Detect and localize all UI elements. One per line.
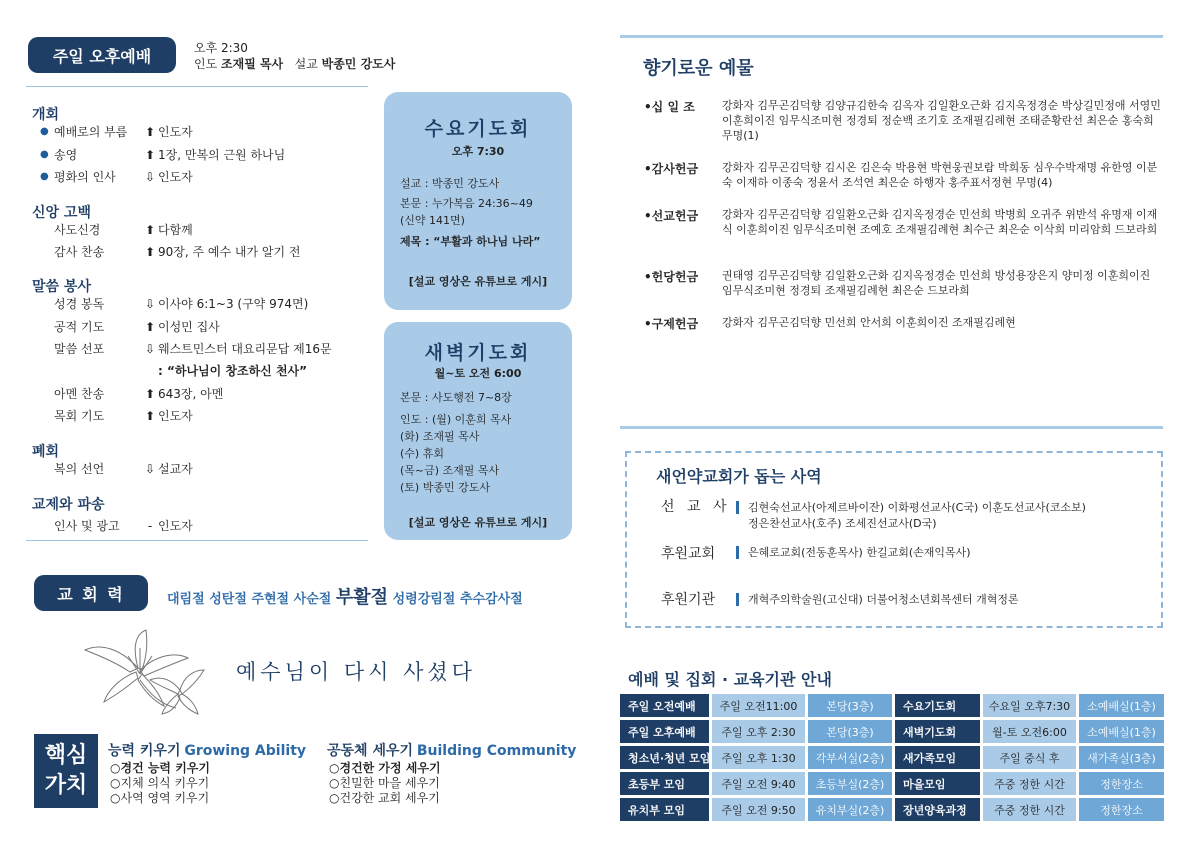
order-text: 이사야 6:1~3 (구약 974면): [158, 297, 309, 311]
card-time: 월~토 오전 6:00: [434, 367, 522, 380]
posture-icon: ⇩: [144, 341, 156, 356]
schedule-cell: 정한장소: [1079, 798, 1164, 821]
order-text: 웨스트민스터 대요리문답 제16문: [158, 342, 332, 356]
offering-names: 강화자 김무곤김덕향 김일환오근화 김지옥정경순 민선희 박병희 오귀주 위반석 유명재 이재식 이훈희이진 임무식조미현 조예호 조재필김례현 최수근 최은순 이삭희 미리암희 드보라희: [722, 208, 1158, 236]
posture-icon: ⬆: [144, 244, 156, 259]
schedule-title: 예배 및 집회 · 교육기관 안내: [628, 670, 832, 689]
community-heading-en: Building Community: [416, 743, 577, 759]
card-line: 인도 : (월) 이훈희 목사: [400, 413, 512, 426]
card-line: (신약 141면): [400, 214, 465, 227]
ability-heading: [108, 740, 306, 760]
community-heading: [327, 740, 576, 760]
schedule-cell: 주일 오후 2:30: [712, 720, 805, 743]
sermon-title: : “하나님이 창조하신 천사”: [158, 364, 308, 378]
card-note: [설교 영상은 유튜브로 게시]: [408, 516, 548, 529]
schedule-cell: 수요기도회: [895, 694, 980, 717]
schedule-cell: 청소년·청년 모임: [620, 746, 709, 769]
card-time: 오후 7:30: [451, 145, 505, 158]
season-epiphany: 주현절: [251, 592, 290, 607]
support-label-churches: 후원교회: [661, 546, 716, 562]
offering-title: 향기로운 예물: [643, 58, 754, 79]
card-line: 본문 : 사도행전 7~8장: [400, 391, 512, 404]
leader-name: 조재필 목사: [221, 57, 284, 71]
preacher-label: 설교: [294, 57, 318, 71]
offering-names: 권태영 김무곤김덕향 김일환오근화 김지옥정경순 민선희 방성용장은지 양미정 이훈희이진 임무식조미현 정경퇴 조재필김례현 최은순 드보라희: [722, 269, 1151, 297]
ability-heading-ko: 능력 키우기: [108, 743, 181, 759]
order-label: 송영: [54, 148, 78, 162]
support-title: 새언약교회가 돕는 사역: [656, 467, 822, 486]
support-bar: [736, 546, 739, 559]
offering-names: 강화자 김무곤김덕향 김시온 김은숙 박용현 박현웅권보람 박희동 심우수박재명 유한영 이분숙 이재하 이종숙 정윤서 조석연 최은순 하행자 홍주표서정현 무명(4): [722, 161, 1158, 189]
card-note: [설교 영상은 유튜브로 게시]: [408, 275, 548, 288]
section-heading-word: 말씀 봉사: [32, 279, 91, 295]
order-text: 이성민 집사: [158, 320, 220, 334]
schedule-cell: 마을모임: [895, 772, 980, 795]
order-label: 말씀 선포: [54, 342, 105, 356]
order-row: [40, 123, 193, 140]
order-label: 목회 기도: [54, 409, 105, 423]
season-christmas: 성탄절: [209, 592, 247, 607]
support-bar: [736, 593, 739, 606]
ability-heading-en: Growing Ability: [184, 743, 307, 759]
posture-icon: ⬆: [144, 386, 156, 401]
section-heading-closing: 폐회: [32, 444, 60, 460]
schedule-cell: 월-토 오전6:00: [983, 720, 1076, 743]
order-row: [40, 362, 307, 379]
liturgical-seasons: [167, 583, 523, 609]
season-advent: 대림절: [167, 592, 205, 607]
season-thanksgiving: 추수감사절: [459, 592, 523, 607]
schedule-cell: 초등부 모임: [620, 772, 709, 795]
section-heading-opening: 개회: [32, 107, 60, 123]
posture-icon: ⬆: [144, 147, 156, 162]
season-easter-current: 부활절: [335, 587, 389, 608]
offering-top-rule: [620, 35, 1163, 38]
schedule-cell: 새가족모임: [895, 746, 980, 769]
section-heading-fellowship: 교제와 파송: [32, 497, 105, 513]
divider: [26, 86, 368, 87]
schedule-cell: 유치부실(2층): [808, 798, 892, 821]
support-text: 은혜로교회(전동훈목사) 한길교회(손재익목사): [748, 546, 971, 559]
bullet-icon: ●: [40, 126, 49, 137]
preacher-name: 박종민 강도사: [321, 57, 396, 71]
posture-icon: ⬆: [144, 124, 156, 139]
support-text: 김현숙선교사(아제르바이잔) 이화평선교사(C국) 이훈도선교사(코소보): [748, 501, 1086, 514]
support-text: 정은찬선교사(호주) 조세진선교사(D국): [748, 517, 937, 530]
value-item: ○경건한 가정 세우기: [329, 761, 441, 775]
card-line: (화) 조재필 목사: [400, 430, 480, 443]
order-label: 복의 선언: [54, 462, 105, 476]
order-row: [40, 385, 223, 402]
order-row: [40, 460, 193, 477]
posture-icon: ⬆: [144, 222, 156, 237]
card-title: 새벽기도회: [424, 342, 532, 364]
afternoon-service-ministers: [194, 55, 395, 72]
order-text: 인도자: [158, 409, 193, 423]
order-label: 감사 찬송: [54, 245, 105, 259]
value-item: ○사역 영역 키우기: [110, 791, 210, 805]
card-line: 본문 : 누가복음 24:36~49: [400, 197, 533, 210]
offering-label-building: •헌당헌금: [644, 270, 699, 284]
easter-slogan: 예수님이 다시 사셨다: [236, 660, 476, 684]
order-label: 인사 및 광고: [54, 519, 120, 533]
value-item: ○건강한 교회 세우기: [329, 791, 440, 805]
schedule-cell: 새벽기도회: [895, 720, 980, 743]
order-row: [40, 243, 301, 260]
card-line: (수) 휴회: [400, 447, 444, 460]
order-label: 공적 기도: [54, 320, 105, 334]
schedule-cell: 본당(3층): [808, 720, 892, 743]
schedule-cell: 수요일 오후7:30: [983, 694, 1076, 717]
offering-names: 강화자 김무곤김덕향 민선희 안서희 이훈희이진 조재필김례현: [722, 316, 1016, 329]
order-label: 아멘 찬송: [54, 387, 105, 401]
card-line: 제목 : “부활과 하나님 나라”: [400, 235, 541, 248]
community-heading-ko: 공동체 세우기: [327, 743, 414, 759]
order-text: 설교자: [158, 462, 193, 476]
schedule-cell: 장년양육과정: [895, 798, 980, 821]
order-text: 643장, 아멘: [158, 387, 224, 401]
order-row: [40, 168, 193, 185]
order-label: 평화의 인사: [54, 170, 116, 184]
posture-icon: ⬆: [144, 319, 156, 334]
schedule-cell: 주중 정한 시간: [983, 772, 1076, 795]
value-item: ○경건 능력 키우기: [110, 761, 210, 775]
posture-icon: ⇩: [144, 461, 156, 476]
order-text: 90장, 주 예수 내가 알기 전: [158, 245, 301, 259]
schedule-cell: 주일 오후 1:30: [712, 746, 805, 769]
schedule-cell: 새가족실(3층): [1079, 746, 1164, 769]
schedule-cell: 주일 오전예배: [620, 694, 709, 717]
posture-icon: ⬆: [144, 408, 156, 423]
order-label: 사도신경: [54, 223, 101, 237]
bullet-icon: ●: [40, 149, 49, 160]
support-text: 개혁주의학술원(고신대) 더불어청소년회복센터 개혁정론: [748, 593, 1019, 606]
lily-flower-icon: [80, 628, 220, 716]
wednesday-prayer-card: [384, 92, 572, 310]
order-text: 다함께: [158, 223, 193, 237]
divider: [26, 540, 368, 541]
order-text: 1장, 만복의 근원 하나님: [158, 148, 286, 162]
offering-label-thanks: •감사헌금: [644, 162, 699, 176]
posture-icon: ⇩: [144, 296, 156, 311]
order-label: 예배로의 부름: [54, 125, 128, 139]
schedule-cell: 소예배실(1층): [1079, 694, 1164, 717]
order-row: [40, 221, 193, 238]
support-label-institutions: 후원기관: [661, 592, 716, 608]
card-line: (목~금) 조재필 목사: [400, 464, 500, 477]
order-text: 인도자: [158, 170, 193, 184]
afternoon-service-time: 오후 2:30: [194, 41, 248, 55]
leader-label: 인도: [194, 57, 218, 71]
schedule-cell: 주중 정한 시간: [983, 798, 1076, 821]
order-row: [40, 517, 193, 534]
schedule-cell: 각부서실(2층): [808, 746, 892, 769]
church-calendar-badge: 교 회 력: [34, 575, 148, 611]
core-values-title-top: 핵심: [44, 743, 88, 768]
schedule-cell: 주일 중식 후: [983, 746, 1076, 769]
order-text: 인도자: [158, 125, 193, 139]
schedule-cell: 유치부 모임: [620, 798, 709, 821]
order-row: [40, 407, 193, 424]
order-label: 성경 봉독: [54, 297, 105, 311]
offering-names: 강화자 김무곤김덕향 김양규김한숙 김옥자 김일환오근화 김지옥정경순 박상길민정애 서영민 이훈희이진 임무식조미현 정경퇴 정순백 조기호 조재필김례현 조태준황란선 최은순 홍숙희 무명(1): [722, 99, 1161, 142]
support-label-missionaries: 선 교 사: [661, 499, 731, 515]
schedule-cell: 초등부실(2층): [808, 772, 892, 795]
core-values-title-bottom: 가치: [44, 773, 88, 798]
support-bar: [736, 501, 739, 514]
schedule-cell: 소예배실(1층): [1079, 720, 1164, 743]
card-line: (토) 박종민 강도사: [400, 481, 490, 494]
schedule-cell: 주일 오전 9:50: [712, 798, 805, 821]
order-row: [40, 295, 308, 312]
order-row: [40, 146, 285, 163]
posture-icon: ⇩: [144, 169, 156, 184]
offering-label-tithe: •십 일 조: [644, 100, 695, 114]
order-row: [40, 340, 332, 357]
afternoon-service-badge: 주일 오후예배: [28, 37, 176, 73]
core-values-badge: [34, 734, 98, 808]
order-row: [40, 318, 220, 335]
schedule-cell: 주일 오전 9:40: [712, 772, 805, 795]
card-line: 설교 : 박종민 강도사: [400, 177, 500, 190]
value-item: ○지체 의식 키우기: [110, 776, 210, 790]
dawn-prayer-card: [384, 322, 572, 540]
bullet-icon: ●: [40, 171, 49, 182]
season-pentecost: 성령강림절: [392, 592, 456, 607]
schedule-cell: 주일 오전11:00: [712, 694, 805, 717]
schedule-cell: 본당(3층): [808, 694, 892, 717]
offering-label-mission: •선교헌금: [644, 209, 699, 223]
order-text: 인도자: [158, 519, 193, 533]
card-title: 수요기도회: [424, 118, 532, 140]
schedule-cell: 정한장소: [1079, 772, 1164, 795]
section-heading-confession: 신앙 고백: [32, 205, 91, 221]
offering-bottom-rule: [620, 426, 1163, 429]
posture-icon: -: [147, 518, 153, 533]
season-lent: 사순절: [293, 592, 332, 607]
schedule-cell: 주일 오후예배: [620, 720, 709, 743]
value-item: ○친밀한 마을 세우기: [329, 776, 440, 790]
offering-label-relief: •구제헌금: [644, 317, 699, 331]
